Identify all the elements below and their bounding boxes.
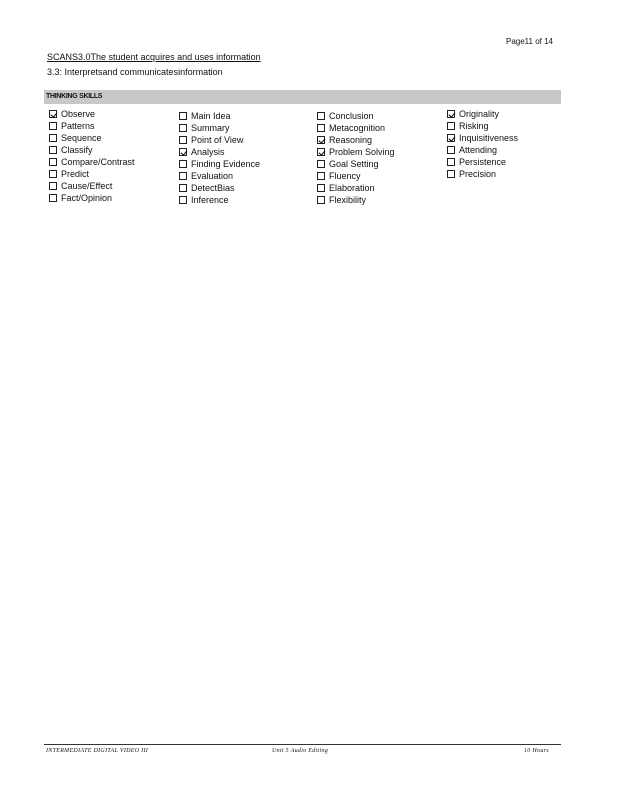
skill-item[interactable] (49, 144, 135, 156)
skill-label: Classify (61, 145, 93, 155)
checkbox-icon[interactable] (317, 172, 325, 180)
skill-label: Sequence (61, 133, 102, 143)
thinking-skills-header: THINKING SKILLS (44, 90, 561, 104)
skill-label: Inquisitiveness (459, 133, 519, 143)
checkbox-icon[interactable] (447, 170, 455, 178)
checkbox-icon[interactable] (179, 184, 187, 192)
skill-label: Fact/Opinion (61, 193, 113, 203)
checkbox-icon[interactable] (179, 172, 187, 180)
checkbox-icon[interactable] (179, 124, 187, 132)
skill-label: Main Idea (191, 111, 231, 121)
skill-label: Summary (191, 123, 230, 133)
skill-label: Persistence (459, 157, 507, 167)
page-number: Page11 of 14 (506, 37, 554, 46)
skill-item[interactable] (317, 170, 395, 182)
skill-item[interactable] (179, 170, 260, 182)
skill-item[interactable] (317, 122, 395, 134)
checkbox-icon[interactable] (317, 184, 325, 192)
skill-item[interactable] (317, 134, 395, 146)
footer-divider (44, 744, 561, 745)
skill-item[interactable] (179, 110, 260, 122)
skill-label: Goal Setting (329, 159, 379, 169)
skill-label: Predict (61, 169, 90, 179)
footer-course: INTERMEDIATE DIGITAL VIDEO III (46, 748, 149, 754)
checked-checkbox-icon[interactable] (447, 110, 455, 118)
checkbox-icon[interactable] (49, 134, 57, 142)
checkbox-icon[interactable] (49, 122, 57, 130)
skill-label: Observe (61, 109, 96, 119)
skill-item[interactable] (317, 194, 395, 206)
checkbox-icon[interactable] (179, 160, 187, 168)
skills-column-1 (49, 108, 135, 204)
footer-unit: Unit 5 Audio Editing (272, 748, 329, 754)
checkbox-icon[interactable] (317, 160, 325, 168)
skill-label: Flexibility (329, 195, 367, 205)
skill-item[interactable] (179, 194, 260, 206)
checkbox-icon[interactable] (179, 196, 187, 204)
skill-label: Cause/Effect (61, 181, 113, 191)
skill-label: Risking (459, 121, 489, 131)
skill-item[interactable] (179, 146, 260, 158)
checkbox-icon[interactable] (49, 146, 57, 154)
skill-item[interactable] (49, 132, 135, 144)
skill-label: Point of View (191, 135, 244, 145)
skill-label: Reasoning (329, 135, 373, 145)
skill-item[interactable] (49, 192, 135, 204)
checkbox-icon[interactable] (447, 146, 455, 154)
skill-label: Metacognition (329, 123, 386, 133)
skill-item[interactable] (49, 108, 135, 120)
skill-label: Elaboration (329, 183, 375, 193)
checked-checkbox-icon[interactable] (49, 110, 57, 118)
skill-label: Inference (191, 195, 229, 205)
skill-label: Finding Evidence (191, 159, 261, 169)
checkbox-icon[interactable] (317, 196, 325, 204)
skill-item[interactable] (179, 134, 260, 146)
skill-item[interactable] (447, 156, 518, 168)
skill-label: Precision (459, 169, 497, 179)
skills-column-4 (447, 108, 518, 180)
skill-item[interactable] (49, 180, 135, 192)
skill-item[interactable] (179, 158, 260, 170)
skill-label: DetectBias (191, 183, 235, 193)
skill-label: Evaluation (191, 171, 234, 181)
skill-label: Patterns (61, 121, 95, 131)
footer-hours: 10 Hours (524, 748, 549, 754)
skill-label: Fluency (329, 171, 361, 181)
skill-item[interactable] (317, 146, 395, 158)
skill-item[interactable] (447, 108, 518, 120)
skill-item[interactable] (447, 132, 518, 144)
checkbox-icon[interactable] (49, 170, 57, 178)
skill-item[interactable] (447, 144, 518, 156)
checkbox-icon[interactable] (317, 112, 325, 120)
checked-checkbox-icon[interactable] (447, 134, 455, 142)
skill-item[interactable] (49, 120, 135, 132)
skill-item[interactable] (179, 122, 260, 134)
skill-label: Analysis (191, 147, 225, 157)
checked-checkbox-icon[interactable] (317, 136, 325, 144)
checkbox-icon[interactable] (49, 182, 57, 190)
skill-item[interactable] (317, 182, 395, 194)
skill-label: Originality (459, 109, 500, 119)
checked-checkbox-icon[interactable] (317, 148, 325, 156)
skill-item[interactable] (447, 120, 518, 132)
skill-item[interactable] (447, 168, 518, 180)
checkbox-icon[interactable] (447, 158, 455, 166)
scans-standard-title: SCANS3.0The student acquires and uses information (47, 52, 261, 62)
checkbox-icon[interactable] (179, 136, 187, 144)
checkbox-icon[interactable] (447, 122, 455, 130)
checkbox-icon[interactable] (179, 112, 187, 120)
skill-item[interactable] (317, 110, 395, 122)
skill-item[interactable] (49, 168, 135, 180)
checked-checkbox-icon[interactable] (179, 148, 187, 156)
skill-item[interactable] (317, 158, 395, 170)
checkbox-icon[interactable] (49, 158, 57, 166)
skill-item[interactable] (179, 182, 260, 194)
skill-label: Attending (459, 145, 498, 155)
skill-label: Conclusion (329, 111, 374, 121)
skills-column-3 (317, 110, 395, 206)
checkbox-icon[interactable] (49, 194, 57, 202)
skill-item[interactable] (49, 156, 135, 168)
checkbox-icon[interactable] (317, 124, 325, 132)
skill-label: Problem Solving (329, 147, 395, 157)
skills-column-2 (179, 110, 260, 206)
scans-standard-subtitle: 3.3: Interpretsand communicatesinformation (47, 67, 223, 77)
skill-label: Compare/Contrast (61, 157, 135, 167)
